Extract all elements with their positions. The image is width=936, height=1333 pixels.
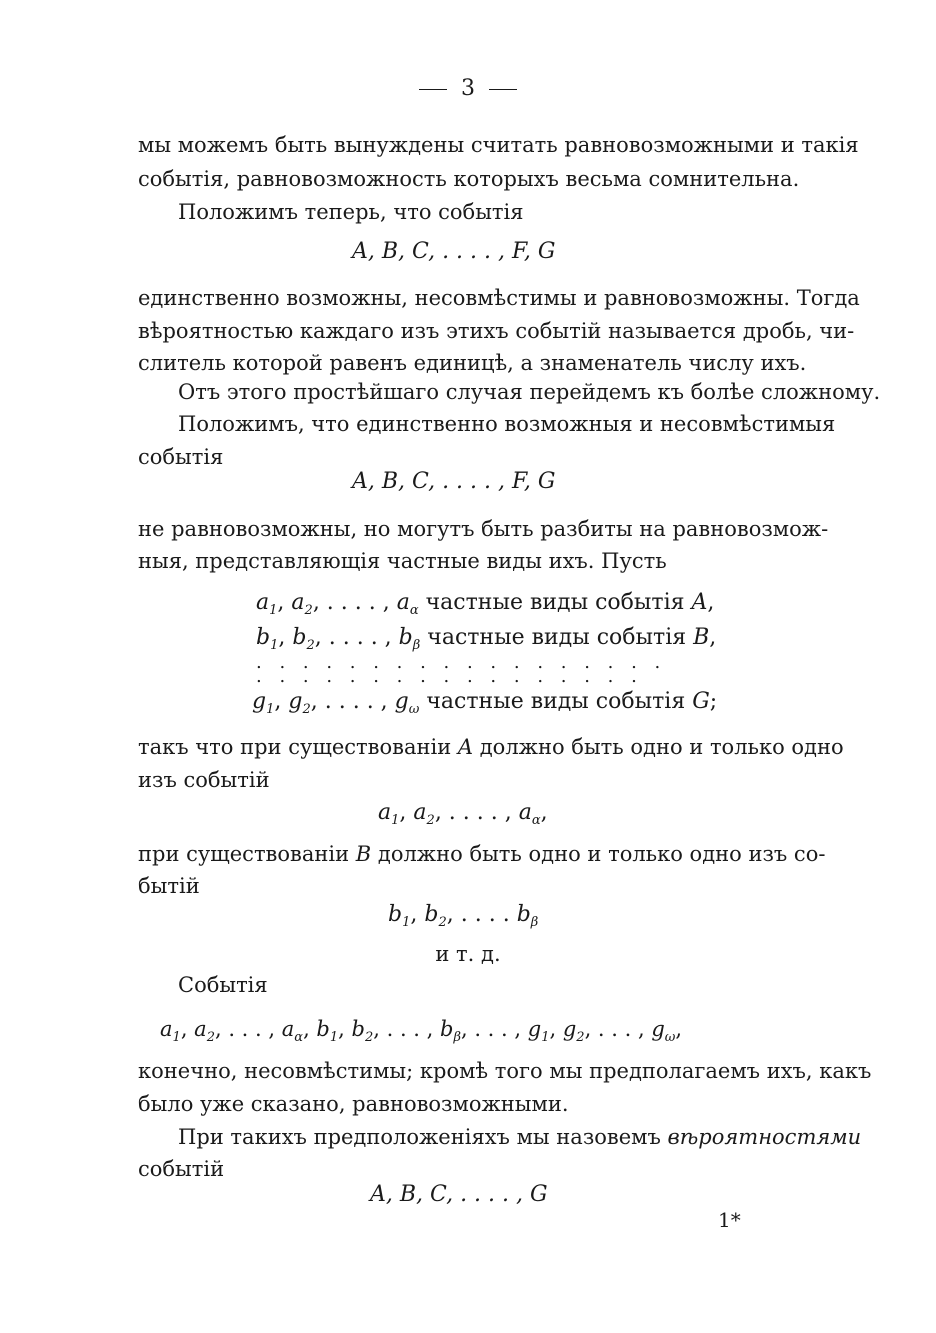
page-number xyxy=(0,76,936,101)
math-var: b xyxy=(351,1017,365,1041)
text-line xyxy=(138,840,826,868)
math-var: g xyxy=(527,1017,542,1041)
math-subscript: 2 xyxy=(426,813,435,828)
text-line xyxy=(138,733,844,761)
equation-row-a: $a_1$, $a_2$, . . . . , $a_\alpha$ частные виды событія A, xyxy=(256,590,715,618)
math-var: a xyxy=(378,800,392,825)
text-fragment: должно быть одно и только одно изъ со- xyxy=(377,842,826,866)
text-fragment: При такихъ предположеніяхъ мы назовемъ xyxy=(178,1125,661,1149)
text-line: и т. д. xyxy=(435,942,501,966)
math-subscript: 2 xyxy=(302,702,311,717)
math-subscript: β xyxy=(453,1030,461,1045)
math-var: g xyxy=(562,1017,577,1041)
math-var: b xyxy=(424,902,439,927)
math-subscript: 1 xyxy=(172,1030,181,1045)
math-subscript: 2 xyxy=(364,1030,374,1045)
math-subscript: α xyxy=(409,603,419,618)
text-line: Отъ этого простѣйшаго случая перейдемъ къ болѣе сложному. xyxy=(178,380,881,404)
row-punct: , xyxy=(709,625,717,650)
math-subscript: 1 xyxy=(270,638,279,653)
math-subscript: 1 xyxy=(402,915,411,930)
math-var: b xyxy=(398,625,413,650)
text-line: не равновозможны, но могутъ быть разбиты на равновозмож- xyxy=(138,517,829,541)
row-punct: , xyxy=(707,590,715,615)
text-line: вѣроятностью каждаго изъ этихъ событій называется дробь, чи- xyxy=(138,319,855,343)
math-subscript: β xyxy=(530,915,539,930)
math-var: a xyxy=(194,1017,207,1041)
math-subscript: 2 xyxy=(206,1030,215,1045)
math-var: a xyxy=(256,590,270,615)
math-var: b xyxy=(256,625,271,650)
math-var: a xyxy=(281,1017,295,1041)
math-subscript: α xyxy=(531,813,541,828)
signature-mark: 1* xyxy=(718,1208,741,1232)
math-var: G xyxy=(692,689,710,714)
math-var: A xyxy=(457,735,474,759)
math-var: b xyxy=(316,1017,330,1041)
text-line: единственно возможны, несовмѣстимы и равновозможны. Тогда xyxy=(138,286,860,310)
math-var: g xyxy=(651,1017,665,1041)
math-subscript: 2 xyxy=(306,638,315,653)
math-var: b xyxy=(440,1017,454,1041)
text-line: изъ событій xyxy=(138,768,270,792)
math-var: a xyxy=(396,590,410,615)
page-number-text: 3 xyxy=(461,76,475,101)
math-var: a xyxy=(160,1017,173,1041)
math-subscript: 2 xyxy=(576,1030,585,1045)
row-punct: ; xyxy=(709,689,718,714)
math-subscript: 1 xyxy=(329,1030,339,1045)
math-subscript: ω xyxy=(408,702,420,717)
row-label: частные виды событія xyxy=(426,689,686,714)
dash-right xyxy=(489,89,517,90)
math-var: b xyxy=(388,902,403,927)
math-subscript: 2 xyxy=(438,915,447,930)
text-fragment: при существованіи xyxy=(138,842,350,866)
text-line: конечно, несовмѣстимы; кромѣ того мы предполагаемъ ихъ, какъ xyxy=(138,1059,872,1083)
text-line: событія, равновозможность которыхъ весьма сомнительна. xyxy=(138,167,800,191)
equation-events: A, B, C, . . . . , F, G xyxy=(352,239,556,264)
text-line: слитель которой равенъ единицѣ, а знаменатель числу ихъ. xyxy=(138,351,807,375)
row-label: частные виды событія xyxy=(425,590,685,615)
text-line xyxy=(178,1123,862,1151)
math-subscript: β xyxy=(412,638,421,653)
math-subscript: ω xyxy=(664,1030,676,1045)
math-subscript: 1 xyxy=(266,702,275,717)
math-subscript: 1 xyxy=(269,603,278,618)
text-line: событій xyxy=(138,1157,225,1181)
math-var: a xyxy=(413,800,427,825)
dash-left xyxy=(419,89,447,90)
text-line: мы можемъ быть вынуждены считать равновозможными и такія xyxy=(138,133,859,157)
equation-b-list: $b_1$, $b_2$, . . . . $b_\beta$ xyxy=(388,902,539,930)
math-var: a xyxy=(518,800,532,825)
text-line: Событія xyxy=(178,973,268,997)
math-var: b xyxy=(292,625,307,650)
text-line: бытій xyxy=(138,874,200,898)
text-fragment: такъ что при существованіи xyxy=(138,735,452,759)
math-subscript: 2 xyxy=(304,603,313,618)
text-line: Положимъ теперь, что событія xyxy=(178,200,524,224)
math-var: B xyxy=(355,842,372,866)
dotted-separator: . . . . . . . . . . . . . . . . . . . . . . . . . . . . . . . . . . . xyxy=(256,652,667,687)
text-line: Положимъ, что единственно возможныя и несовмѣстимыя xyxy=(178,412,836,436)
equation-a-list: $a_1$, $a_2$, . . . . , $a_\alpha$, xyxy=(378,800,548,828)
math-var: g xyxy=(288,689,303,714)
equation-all-events: $a_1$, $a_2$, . . . , $a_\alpha$, $b_1$, $b_2$, . . . , $b_\beta$, . . . , $g_1$, $g_2$, . . . , $g_\omega$, xyxy=(160,1017,683,1045)
row-label: частные виды событія xyxy=(427,625,687,650)
text-line: событія xyxy=(138,445,224,469)
math-var: a xyxy=(291,590,305,615)
math-var: A xyxy=(691,590,708,615)
italic-term: вѣроятностями xyxy=(667,1125,862,1149)
math-subscript: α xyxy=(294,1030,304,1045)
math-subscript: 1 xyxy=(541,1030,550,1045)
math-subscript: 1 xyxy=(391,813,400,828)
math-var: g xyxy=(394,689,409,714)
math-var: b xyxy=(516,902,531,927)
text-line: ныя, представляющія частные виды ихъ. Пусть xyxy=(138,549,667,573)
text-line: было уже сказано, равновозможными. xyxy=(138,1092,569,1116)
equation-events-short: A, B, C, . . . . , G xyxy=(370,1182,548,1207)
equation-events: A, B, C, . . . . , F, G xyxy=(352,469,556,494)
equation-row-b: $b_1$, $b_2$, . . . . , $b_\beta$ частные виды событія B, xyxy=(256,625,717,653)
math-var: B xyxy=(693,625,710,650)
text-fragment: должно быть одно и только одно xyxy=(479,735,844,759)
equation-row-g: $g_1$, $g_2$, . . . . , $g_\omega$ частные виды событія G; xyxy=(252,689,718,717)
math-var: g xyxy=(252,689,267,714)
